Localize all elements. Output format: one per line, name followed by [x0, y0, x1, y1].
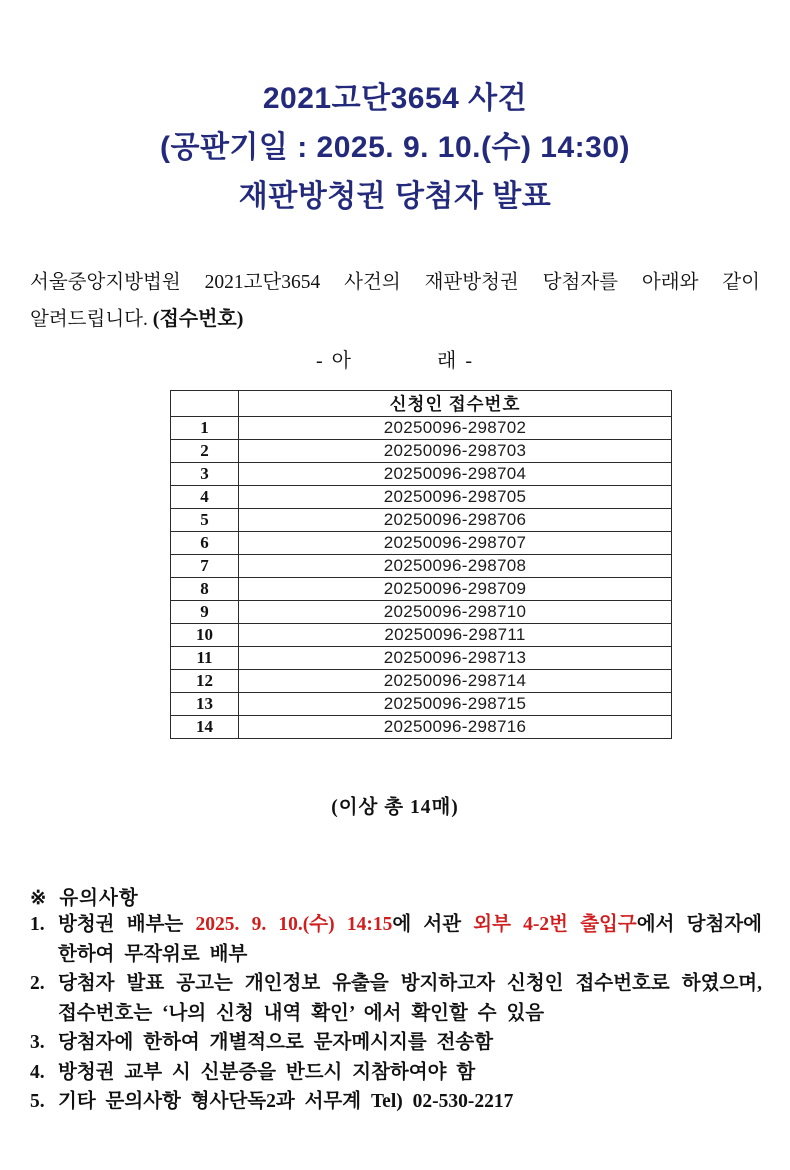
receipt-number: 20250096-298711 [239, 624, 672, 647]
note-plain-text: 당첨자에 한하여 개별적으로 문자메시지를 전송함 [58, 1032, 494, 1053]
total-count-line: (이상 총 14매) [331, 797, 459, 818]
note-text [58, 1087, 762, 1117]
receipt-number: 20250096-298708 [239, 555, 672, 578]
table-row [171, 417, 672, 440]
row-number: 13 [171, 693, 239, 716]
note-number: 3. [30, 1032, 45, 1053]
title-trial-date: (공판기일 : 2025. 9. 10.(수) 14:30) [159, 131, 631, 164]
note-number: 4. [30, 1061, 45, 1083]
intro-paragraph [30, 264, 760, 338]
row-number: 12 [171, 670, 239, 693]
table-row [171, 555, 672, 578]
row-number: 11 [171, 647, 239, 670]
document-title [0, 0, 790, 221]
table-header-row [171, 391, 672, 417]
note-item [30, 1058, 762, 1088]
table-header-receipt-number: 신청인 접수번호 [239, 391, 672, 417]
receipt-number: 20250096-298710 [239, 601, 672, 624]
intro-receipt-number-label: (접수번호) [152, 308, 244, 330]
table-row [171, 486, 672, 509]
note-plain-text: 당첨자 발표 공고는 개인정보 유출을 방지하고자 신청인 접수번호로 하였으며, 접수번호는 ‘나의 신청 내역 확인’ 에서 확인할 수 있음 [58, 973, 762, 1024]
title-case-number: 2021고단3654 사건 [262, 82, 528, 115]
row-number: 1 [171, 417, 239, 440]
table-row [171, 509, 672, 532]
receipt-number: 20250096-298713 [239, 647, 672, 670]
row-number: 10 [171, 624, 239, 647]
table-row [171, 716, 672, 739]
note-plain-text: 기타 문의사항 형사단독2과 서무계 Tel) 02-530-2217 [58, 1091, 514, 1112]
note-item [30, 910, 762, 969]
row-number: 3 [171, 463, 239, 486]
receipt-number: 20250096-298707 [239, 532, 672, 555]
note-item [30, 1028, 762, 1058]
receipt-number: 20250096-298706 [239, 509, 672, 532]
notes-heading [30, 882, 762, 910]
table-row [171, 601, 672, 624]
receipt-number: 20250096-298709 [239, 578, 672, 601]
table-row [171, 578, 672, 601]
intro-line-2 [30, 301, 760, 338]
receipt-number: 20250096-298716 [239, 716, 672, 739]
table-row [171, 670, 672, 693]
row-number: 4 [171, 486, 239, 509]
table-row [171, 440, 672, 463]
row-number: 2 [171, 440, 239, 463]
notes-list [30, 910, 762, 1117]
receipt-number: 20250096-298702 [239, 417, 672, 440]
title-announcement: 재판방청권 당첨자 발표 [238, 180, 552, 213]
row-number: 6 [171, 532, 239, 555]
arae-separator: - 아 래 - [316, 350, 474, 372]
receipt-number: 20250096-298705 [239, 486, 672, 509]
note-number: 2. [30, 973, 45, 994]
receipt-number: 20250096-298715 [239, 693, 672, 716]
row-number: 7 [171, 555, 239, 578]
note-number: 1. [30, 914, 45, 935]
receipt-number: 20250096-298704 [239, 463, 672, 486]
winner-table [170, 390, 672, 739]
note-item [30, 1087, 762, 1117]
row-number: 8 [171, 578, 239, 601]
note-plain-text: 방청권 교부 시 신분증을 반드시 지참하여야 함 [58, 1061, 476, 1083]
table-row [171, 624, 672, 647]
notes-section [30, 882, 762, 1117]
note-text [58, 969, 762, 1028]
row-number: 5 [171, 509, 239, 532]
note-plain-text: 에 서관 [392, 914, 474, 935]
table-header-no [171, 391, 239, 417]
table-row [171, 647, 672, 670]
row-number: 14 [171, 716, 239, 739]
note-highlight-text: 외부 4-2번 출입구 [473, 914, 637, 935]
table-row [171, 532, 672, 555]
table-row [171, 693, 672, 716]
row-number: 9 [171, 601, 239, 624]
note-text [58, 910, 762, 969]
note-highlight-text: 2025. 9. 10.(수) 14:15 [195, 914, 393, 935]
receipt-number: 20250096-298703 [239, 440, 672, 463]
table-row [171, 463, 672, 486]
receipt-number: 20250096-298714 [239, 670, 672, 693]
intro-line-1: 서울중앙지방법원 2021고단3654 사건의 재판방청권 당첨자를 아래와 같이 [30, 272, 760, 293]
notes-heading-text: 유의사항 [59, 888, 139, 909]
reference-mark-icon: ※ [30, 888, 48, 909]
note-text [58, 1058, 762, 1088]
intro-line-2-text: 알려드립니다. [30, 309, 153, 330]
note-item [30, 969, 762, 1028]
note-plain-text: 방청권 배부는 [58, 914, 196, 935]
note-text [58, 1028, 762, 1058]
note-number: 5. [30, 1091, 45, 1112]
note-plain-text: 에서 당첨자에 한하여 무작위로 배부 [58, 914, 762, 965]
